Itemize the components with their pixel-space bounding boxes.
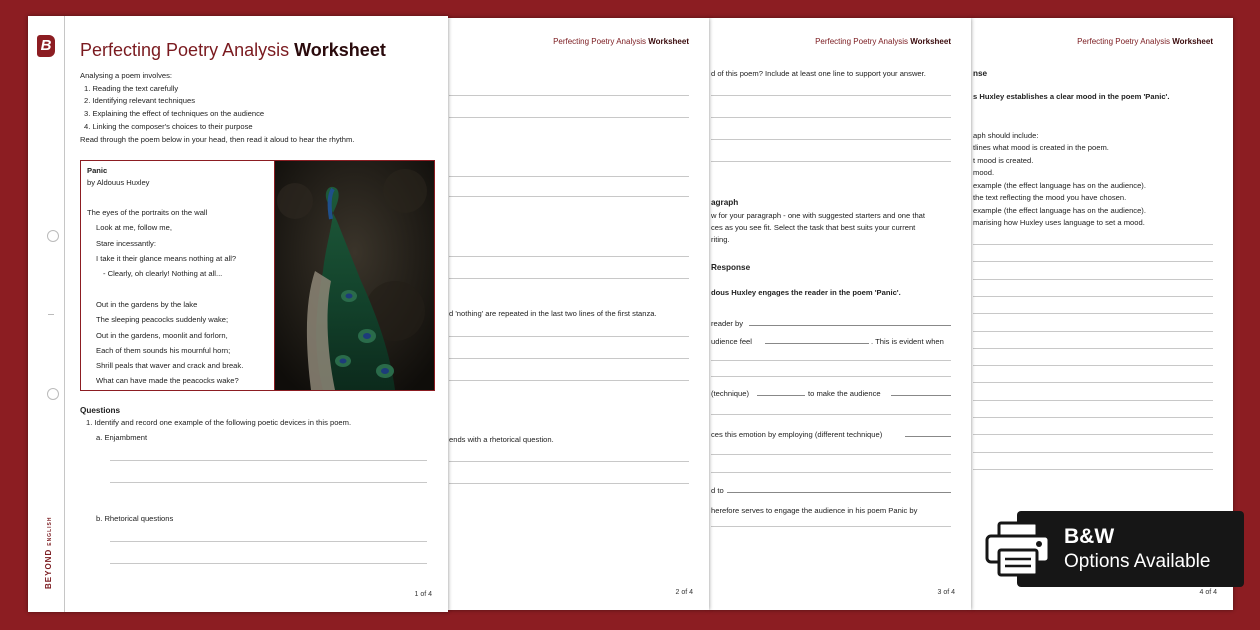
criteria-item: the text reflecting the mood you have chosen. <box>973 193 1127 202</box>
answer-line <box>110 541 427 542</box>
answer-line <box>110 563 427 564</box>
criteria-item: example (the effect language has on the audience). <box>973 206 1146 215</box>
answer-line <box>449 461 689 462</box>
answer-line <box>973 331 1213 332</box>
answer-line <box>973 244 1213 245</box>
sentence-starter: to make the audience <box>808 389 881 398</box>
answer-line <box>973 365 1213 366</box>
answer-line <box>973 434 1213 435</box>
paragraph-text: riting. <box>711 235 730 244</box>
answer-line <box>449 483 689 484</box>
answer-line <box>711 360 951 361</box>
answer-line <box>711 376 951 377</box>
poem-box <box>80 160 435 391</box>
badge-title: B&W <box>1064 525 1115 548</box>
punch-hole <box>47 388 59 400</box>
poem-author: by Aldouus Huxley <box>87 178 150 187</box>
question-1: 1. Identify and record one example of the following poetic devices in this poem. <box>86 418 352 427</box>
answer-line <box>449 117 689 118</box>
printer-icon <box>984 520 1054 578</box>
answer-line <box>449 336 689 337</box>
answer-line <box>449 278 689 279</box>
answer-line <box>973 452 1213 453</box>
sentence-starter: (technique) <box>711 389 749 398</box>
question-text: d 'nothing' are repeated in the last two lines of the first stanza. <box>449 309 657 318</box>
answer-line <box>973 261 1213 262</box>
page-number: 2 of 4 <box>675 589 693 596</box>
poem-line: Each of them sounds his mournful horn; <box>96 346 231 355</box>
sentence-starter: . This is evident when <box>871 337 944 346</box>
poem-line: Out in the gardens, moonlit and forlorn, <box>96 331 228 340</box>
criteria-item: aph should include: <box>973 131 1039 140</box>
brand-wordmark: BEYONDENGLISH <box>44 516 53 589</box>
criteria-item: marising how Huxley uses language to set a mood. <box>973 218 1145 227</box>
question-text: d of this poem? Include at least one line to support your answer. <box>711 69 926 78</box>
answer-line <box>973 296 1213 297</box>
task-question: s Huxley establishes a clear mood in the poem 'Panic'. <box>973 92 1170 101</box>
running-header: Perfecting Poetry Analysis Worksheet <box>553 37 689 46</box>
poem-line: Out in the gardens by the lake <box>96 300 198 309</box>
page-number: 1 of 4 <box>414 591 432 598</box>
poem-text <box>81 161 275 390</box>
answer-line <box>973 313 1213 314</box>
page-number: 4 of 4 <box>1199 589 1217 596</box>
sentence-starter: udience feel <box>711 337 752 346</box>
question-1b: b. Rhetorical questions <box>96 514 174 523</box>
answer-line <box>449 196 689 197</box>
answer-line <box>711 139 951 140</box>
worksheet-page-2 <box>447 18 709 610</box>
fill-blank[interactable] <box>765 343 869 344</box>
answer-line <box>711 472 951 473</box>
answer-line <box>711 454 951 455</box>
criteria-item: tlines what mood is created in the poem. <box>973 143 1109 152</box>
fill-blank[interactable] <box>757 395 805 396</box>
answer-line <box>449 358 689 359</box>
fill-blank[interactable] <box>749 325 951 326</box>
running-header: Perfecting Poetry Analysis Worksheet <box>815 37 951 46</box>
answer-line <box>449 256 689 257</box>
step-item: 1. Reading the text carefully <box>84 84 179 93</box>
questions-heading: Questions <box>80 406 121 415</box>
sentence-starter: reader by <box>711 319 744 328</box>
answer-line <box>711 414 951 415</box>
step-item: 3. Explaining the effect of techniques on the audience <box>84 109 265 118</box>
poem-line: The eyes of the portraits on the wall <box>87 208 208 217</box>
poem-title: Panic <box>87 166 108 175</box>
question-1a: a. Enjambment <box>96 433 148 442</box>
answer-line <box>973 382 1213 383</box>
worksheet-page-3 <box>709 18 971 610</box>
poem-line: Look at me, follow me, <box>96 223 172 232</box>
badge-subtitle: Options Available <box>1064 551 1211 572</box>
paragraph-text: w for your paragraph - one with suggested starters and one that <box>711 211 926 220</box>
answer-line <box>711 526 951 527</box>
criteria-item: mood. <box>973 168 995 177</box>
page-number: 3 of 4 <box>937 589 955 596</box>
answer-line <box>973 279 1213 280</box>
answer-line <box>973 469 1213 470</box>
answer-line <box>711 117 951 118</box>
fill-blank[interactable] <box>891 395 951 396</box>
sentence-starter: ces this emotion by employing (different technique) <box>711 430 883 439</box>
answer-line <box>110 482 427 483</box>
poem-line: Stare incessantly: <box>96 239 156 248</box>
poem-line: The sleeping peacocks suddenly wake; <box>96 315 229 324</box>
worksheet-page-1 <box>28 16 448 612</box>
fill-blank[interactable] <box>905 436 951 437</box>
answer-line <box>449 176 689 177</box>
peacock-photo <box>275 161 434 390</box>
poem-line: Shrill peals that waver and crack and break. <box>96 361 244 370</box>
task-question: dous Huxley engages the reader in the poem 'Panic'. <box>711 288 901 297</box>
answer-line <box>449 380 689 381</box>
fill-blank[interactable] <box>727 492 951 493</box>
intro-text: Analysing a poem involves: <box>80 71 173 80</box>
answer-line <box>973 400 1213 401</box>
poem-line: I take it their glance means nothing at all? <box>96 254 237 263</box>
punch-hole <box>47 230 59 242</box>
fold-mark <box>48 314 54 315</box>
answer-line <box>449 95 689 96</box>
page-title: Perfecting Poetry Analysis Worksheet <box>80 40 386 60</box>
running-header: Perfecting Poetry Analysis Worksheet <box>1077 37 1213 46</box>
step-item: 4. Linking the composer's choices to their purpose <box>84 122 253 131</box>
paragraph-text: ces as you see fit. Select the task that best suits your current <box>711 223 916 232</box>
instruction-text: Read through the poem below in your head, then read it aloud to hear the rhythm. <box>80 135 355 144</box>
section-heading: agraph <box>711 198 739 207</box>
criteria-item: example (the effect language has on the audience). <box>973 181 1146 190</box>
step-item: 2. Identifying relevant techniques <box>84 96 196 105</box>
sentence-starter: herefore serves to engage the audience in his poem Panic by <box>711 506 918 515</box>
brand-logo: B <box>37 35 55 57</box>
answer-line <box>711 161 951 162</box>
poem-line: What can have made the peacocks wake? <box>96 376 239 385</box>
section-heading: Response <box>711 263 751 272</box>
answer-line <box>110 460 427 461</box>
answer-line <box>711 95 951 96</box>
sentence-starter: d to <box>711 486 724 495</box>
answer-line <box>973 417 1213 418</box>
question-text: ends with a rhetorical question. <box>449 435 554 444</box>
section-heading: nse <box>973 69 988 78</box>
answer-line <box>973 348 1213 349</box>
poem-line: - Clearly, oh clearly! Nothing at all... <box>103 269 223 278</box>
criteria-item: t mood is created. <box>973 156 1034 165</box>
